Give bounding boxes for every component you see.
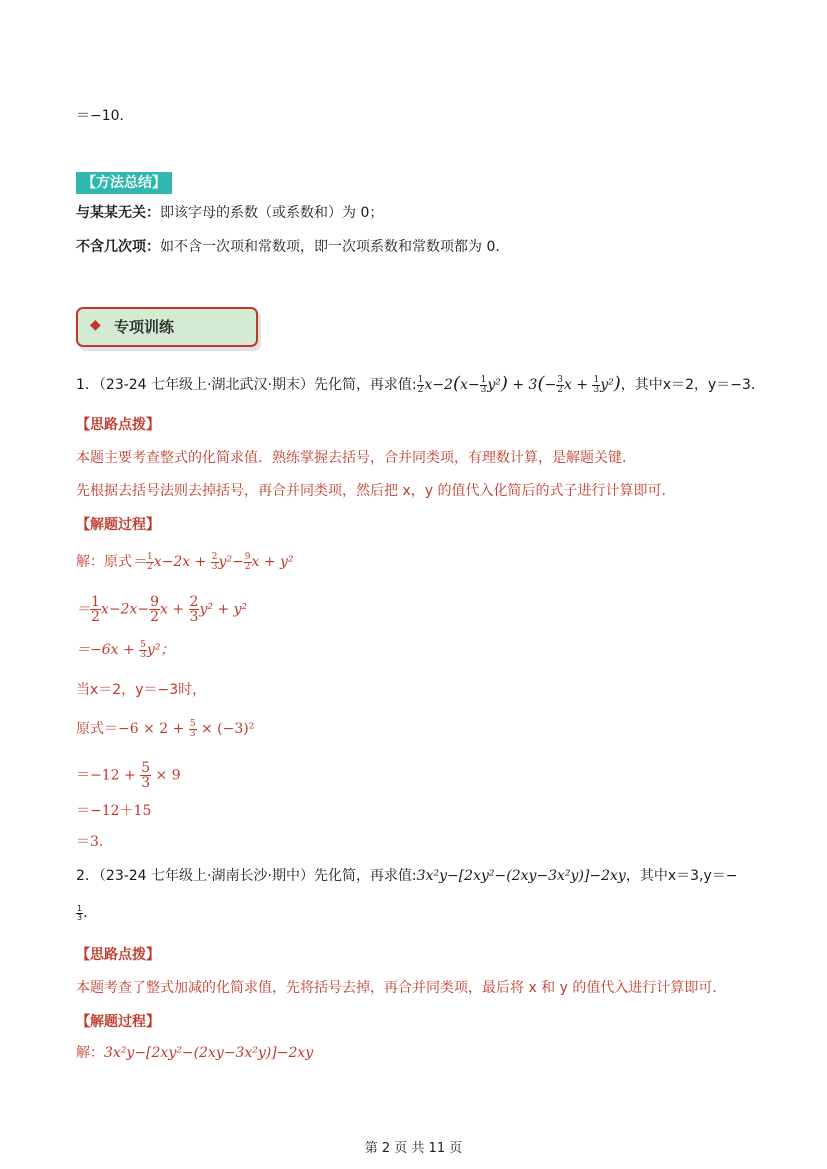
method-line-1 — [76, 203, 383, 223]
q2-solution-label: 【解题过程】 — [76, 1014, 160, 1030]
q1-step-7: ＝−12＋15 — [76, 803, 152, 819]
previous-result: ＝−10． — [76, 108, 134, 124]
q2-step-1-prefix: 解： — [76, 1045, 104, 1061]
q1-solution-label: 【解题过程】 — [76, 517, 160, 533]
diamond-icon: ◆ — [90, 317, 101, 333]
q1-step-1: 解：原式＝ $\frac{1}{2}$ x−2x + $\frac{2}{3}$ y²− $\frac{9}{2}$ x + y² — [76, 551, 294, 572]
question-1 — [76, 374, 765, 395]
q2-step-1 — [76, 1043, 313, 1063]
q2-hint-1: 本题考查了整式加减的化简求值，先将括号去掉，再合并同类项，最后将 x 和 y 的值代入进行计算即可． — [76, 980, 727, 996]
method-term-1: 与某某无关： — [76, 205, 160, 221]
section-title: 专项训练 — [114, 318, 175, 336]
q1-step-5-prefix: 原式 — [76, 721, 104, 737]
q1-expression: $\frac{1}{2}$ x−2(x− $\frac{1}{3}$ y²) + 3(− $\frac{3}{2}$ x + $\frac{1}{3}$ y²) — [417, 373, 621, 395]
q2-expression: 3x²y−[2xy²−(2xy−3x²y)]−2xy — [416, 868, 626, 884]
method-text-2: 如不含一次项和常数项，即一次项系数和常数项都为 0． — [160, 239, 510, 255]
q1-step-8: ＝3． — [76, 834, 113, 850]
q1-step-5: 原式＝−6 × 2 + $\frac{5}{3}$ × (−3)² — [76, 718, 255, 739]
q2-condition: ，其中x＝3,y＝− — [625, 868, 738, 884]
q1-step-2: ＝ $\frac{1}{2}$ x−2x− $\frac{9}{2}$ x + $\frac{2}{3}$ y² + y² — [76, 594, 248, 625]
section-header — [76, 307, 258, 347]
method-term-2: 不含几次项： — [76, 239, 160, 255]
method-text-1: 即该字母的系数（或系数和）为 0； — [160, 205, 384, 221]
q1-condition: ，其中x＝2，y＝−3． — [620, 377, 765, 393]
question-2 — [76, 866, 738, 886]
q1-hint-label: 【思路点拨】 — [76, 417, 160, 433]
q1-step-1-prefix: 解：原式 — [76, 554, 132, 570]
q2-condition-fraction: $\frac{1}{3}$ ． — [77, 903, 98, 922]
q1-hint-1: 本题主要考查整式的化简求值．熟练掌握去括号，合并同类项，有理数计算，是解题关键． — [76, 450, 636, 466]
q1-step-6: ＝−12 + $\frac{5}{3}$ × 9 — [76, 760, 181, 791]
q1-hint-2: 先根据去括号法则去掉括号，再合并同类项，然后把 x，y 的值代入化简后的式子进行计算即可． — [76, 483, 676, 499]
q2-step-1-expr: 3x²y−[2xy²−(2xy−3x²y)]−2xy — [104, 1045, 314, 1061]
method-summary-label: 【方法总结】 — [76, 172, 172, 194]
q2-hint-label: 【思路点拨】 — [76, 947, 160, 963]
q1-prefix: 1．（23-24 七年级上·湖北武汉·期末）先化简，再求值: — [76, 377, 417, 393]
method-line-2 — [76, 237, 509, 257]
q2-prefix: 2．（23-24 七年级上·湖南长沙·期中）先化简，再求值: — [76, 868, 417, 884]
q1-step-3: ＝−6x + $\frac{5}{3}$ y²； — [76, 639, 175, 660]
page-footer: 第 2 页 共 11 页 — [364, 1141, 463, 1156]
q1-step-4: 当x＝2，y＝−3时， — [76, 682, 207, 698]
